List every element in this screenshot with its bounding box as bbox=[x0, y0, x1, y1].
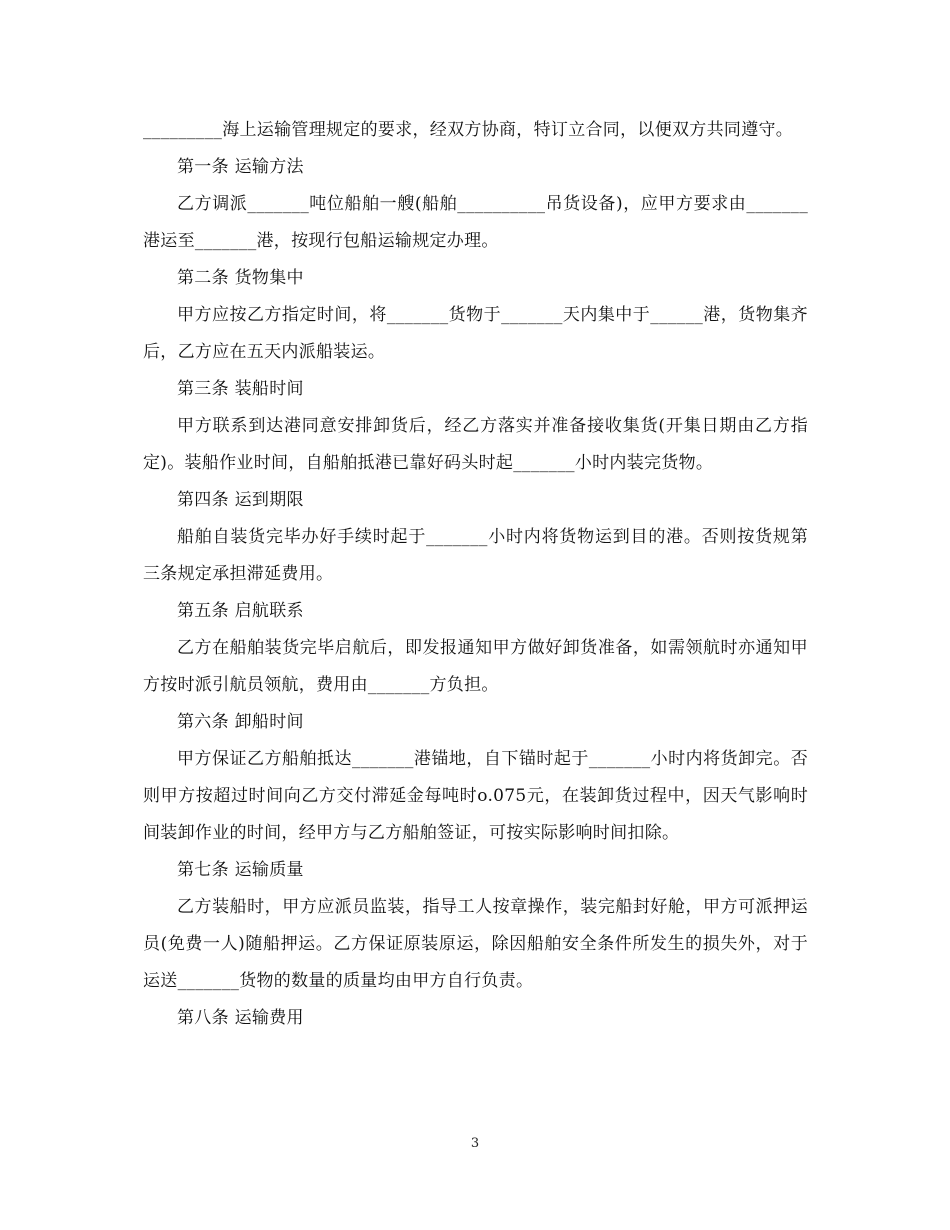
article-heading-8: 第八条 运输费用 bbox=[177, 1008, 304, 1028]
article-heading-3: 第三条 装船时间 bbox=[177, 379, 304, 399]
article-body-3: 甲方联系到达港同意安排卸货后，经乙方落实并准备接收集货(开集日期由乙方指定)。装船作业时间，自船舶抵港已靠好码头时起_______小时内装完货物。 bbox=[143, 416, 808, 473]
article-heading-2: 第二条 货物集中 bbox=[177, 268, 304, 288]
paragraph-intro: _________海上运输管理规定的要求，经双方协商，特订立合同，以便双方共同遵守。 bbox=[143, 120, 794, 140]
article-body-6: 甲方保证乙方船舶抵达_______港锚地，自下锚时起于_______小时内将货卸完。否则甲方按超过时间向乙方交付滞延金每吨时o.075元，在装卸货过程中，因天气影响时间装卸作业的时间，经甲方与乙方船舶签证，可按实际影响时间扣除。 bbox=[143, 749, 808, 843]
article-body-1: 乙方调派_______吨位船舶一艘(船舶__________吊货设备)，应甲方要求由_______港运至_______港，按现行包船运输规定办理。 bbox=[143, 194, 808, 251]
article-body-5: 乙方在船舶装货完毕启航后，即发报通知甲方做好卸货准备，如需领航时亦通知甲方按时派引航员领航，费用由_______方负担。 bbox=[143, 638, 808, 695]
article-body-2: 甲方应按乙方指定时间，将_______货物于_______天内集中于______港，货物集齐后，乙方应在五天内派船装运。 bbox=[143, 305, 808, 362]
article-body-4: 船舶自装货完毕办好手续时起于_______小时内将货物运到目的港。否则按货规第三条规定承担滞延费用。 bbox=[143, 527, 808, 584]
article-body-7: 乙方装船时，甲方应派员监装，指导工人按章操作，装完船封好舱，甲方可派押运员(免费一人)随船押运。乙方保证原装原运，除因船舶安全条件所发生的损失外，对于运送_______货物的数量的质量均由甲方自行负责。 bbox=[143, 897, 808, 991]
article-heading-1: 第一条 运输方法 bbox=[177, 157, 304, 177]
article-heading-4: 第四条 运到期限 bbox=[177, 490, 304, 510]
document-body bbox=[143, 112, 808, 1037]
page-number: 3 bbox=[470, 1136, 480, 1151]
article-heading-6: 第六条 卸船时间 bbox=[177, 712, 304, 732]
article-heading-7: 第七条 运输质量 bbox=[177, 860, 304, 880]
article-heading-5: 第五条 启航联系 bbox=[177, 601, 304, 621]
